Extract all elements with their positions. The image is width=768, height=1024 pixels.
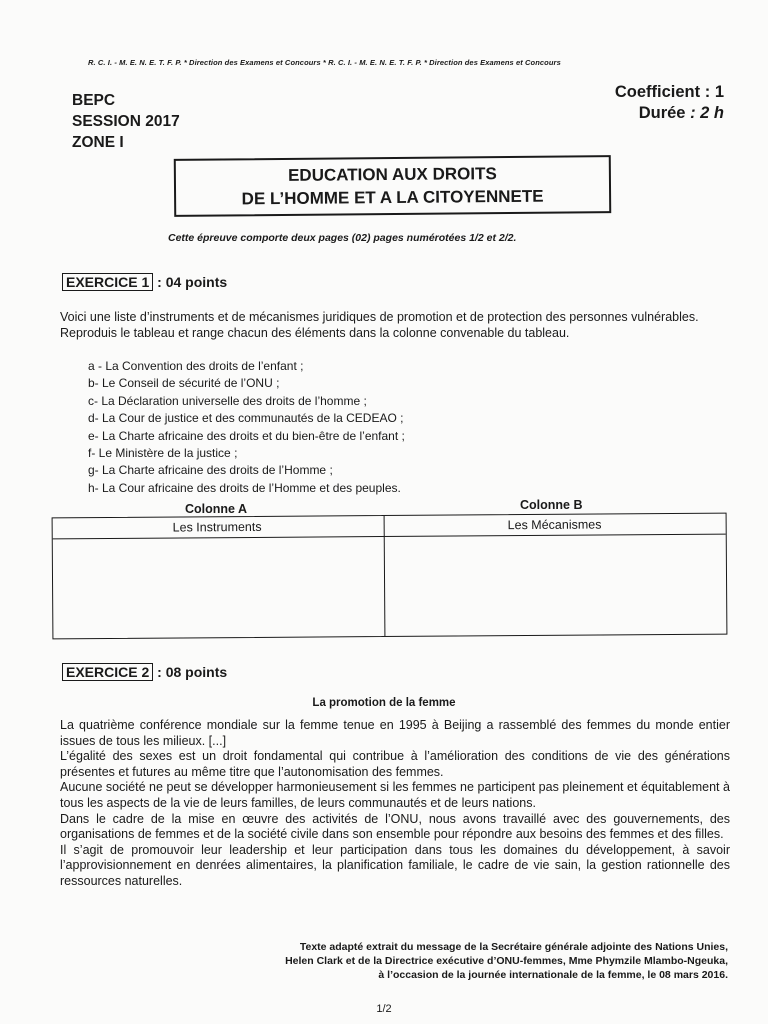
source-line: Helen Clark et de la Directrice exécutive d’ONU-femmes, Mme Phymzile Mlambo-Ngeuka, <box>285 955 728 967</box>
coefficient-label: Coefficient <box>614 83 701 101</box>
exercise1-label: EXERCICE 1 <box>62 273 153 291</box>
column-a-title: Colonne A <box>185 502 248 516</box>
text-paragraph: Aucune société ne peut se développer harmonieusement si les femmes ne participent pas pleinement et équitablement à tous les aspects de la vie de leurs familles, de leurs communautés et de leurs nations. <box>60 780 730 810</box>
source-line: Texte adapté extrait du message de la Secrétaire générale adjointe des Nations Unies, <box>299 941 728 953</box>
list-item: f- Le Ministère de la justice ; <box>88 446 238 461</box>
exercise2-points: : 08 points <box>157 664 228 680</box>
instrument-list <box>88 358 405 497</box>
subject-title-line2: DE L’HOMME ET A LA CITOYENNETE <box>241 186 544 209</box>
text-paragraph: Dans le cadre de la mise en œuvre des activités de l’ONU, nous avons travaillé avec des gouvernements, des organisations de femmes et de la société civile dans son ensemble pour répondre aux besoins des femmes et des filles. <box>60 811 730 842</box>
duration-label: Durée <box>638 104 686 122</box>
text-paragraph: La quatrième conférence mondiale sur la femme tenue en 1995 à Beijing a rassemblé des femmes du monde entier issues de tous les milieux. [...] <box>60 718 730 748</box>
exam-name: BEPC <box>72 92 116 109</box>
header-divider <box>53 534 726 540</box>
subject-title-line1: EDUCATION AUX DROITS <box>287 164 497 185</box>
list-item: h- La Cour africaine des droits de l’Homme et des peuples. <box>88 480 401 495</box>
column-b-title: Colonne B <box>520 498 583 512</box>
exercise2-label: EXERCICE 2 <box>62 663 153 681</box>
list-item: d- La Cour de justice et des communautés de la CEDEAO ; <box>88 411 404 426</box>
ministry-banner: R. C. I. - M. E. N. E. T. F. P. * Direction des Examens et Concours * R. C. I. - M. E. N. E. T. F. P. * Direction des Examens et Concours <box>88 58 561 67</box>
column-a-header: Les Instruments <box>172 519 262 535</box>
exercise1-heading <box>62 274 227 290</box>
page-number: 1/2 <box>376 1003 392 1015</box>
exercise2-heading <box>62 664 227 680</box>
duration-value: : 2 h <box>690 104 724 122</box>
source-line: à l’occasion de la journée internationale de la femme, le 08 mars 2016. <box>378 969 728 981</box>
exam-zone: ZONE I <box>72 134 124 151</box>
exercise1-instructions <box>60 309 730 341</box>
exercise1-intro-line1: Voici une liste d’instruments et de mécanismes juridiques de promotion et de protection des personnes vulnérables. <box>60 310 699 324</box>
page-count-notice: Cette épreuve comporte deux pages (02) pages numérotées 1/2 et 2/2. <box>168 232 517 244</box>
list-item: b- Le Conseil de sécurité de l’ONU ; <box>88 376 280 391</box>
list-item: a - La Convention des droits de l’enfant ; <box>88 359 304 373</box>
column-divider <box>384 516 386 636</box>
exercise1-intro-line2: Reproduis le tableau et range chacun des éléments dans la colonne convenable du tableau. <box>60 326 570 340</box>
answer-table <box>52 513 728 640</box>
exam-info <box>72 90 180 153</box>
list-item: g- La Charte africaine des droits de l’Homme ; <box>88 463 333 478</box>
coefficient-value: : 1 <box>704 83 724 101</box>
coefficient <box>615 82 724 103</box>
text-source <box>285 940 728 982</box>
duration <box>615 103 724 124</box>
list-item: c- La Déclaration universelle des droits de l’homme ; <box>88 393 367 408</box>
subject-title <box>174 155 611 217</box>
text-paragraph: L’égalité des sexes est un droit fondamental qui contribue à l’amélioration des conditions de vie des générations présentes et futures au même titre que l’autonomisation des femmes. <box>60 749 730 779</box>
text-paragraph: Il s’agit de promouvoir leur leadership et leur participation dans tous les domaines du développement, à savoir l’approvisionnement en denrées alimentaires, la planification familiale, le cadre de vie sain, la gestion rationnelle des ressources naturelles. <box>60 842 730 888</box>
reading-text <box>60 718 730 890</box>
column-b-header: Les Mécanismes <box>507 517 602 533</box>
exam-session: SESSION 2017 <box>72 113 180 130</box>
list-item: e- La Charte africaine des droits et du bien-être de l’enfant ; <box>88 428 405 443</box>
text-title: La promotion de la femme <box>312 697 456 709</box>
exercise1-points: : 04 points <box>157 274 228 290</box>
exam-meta <box>615 82 724 124</box>
